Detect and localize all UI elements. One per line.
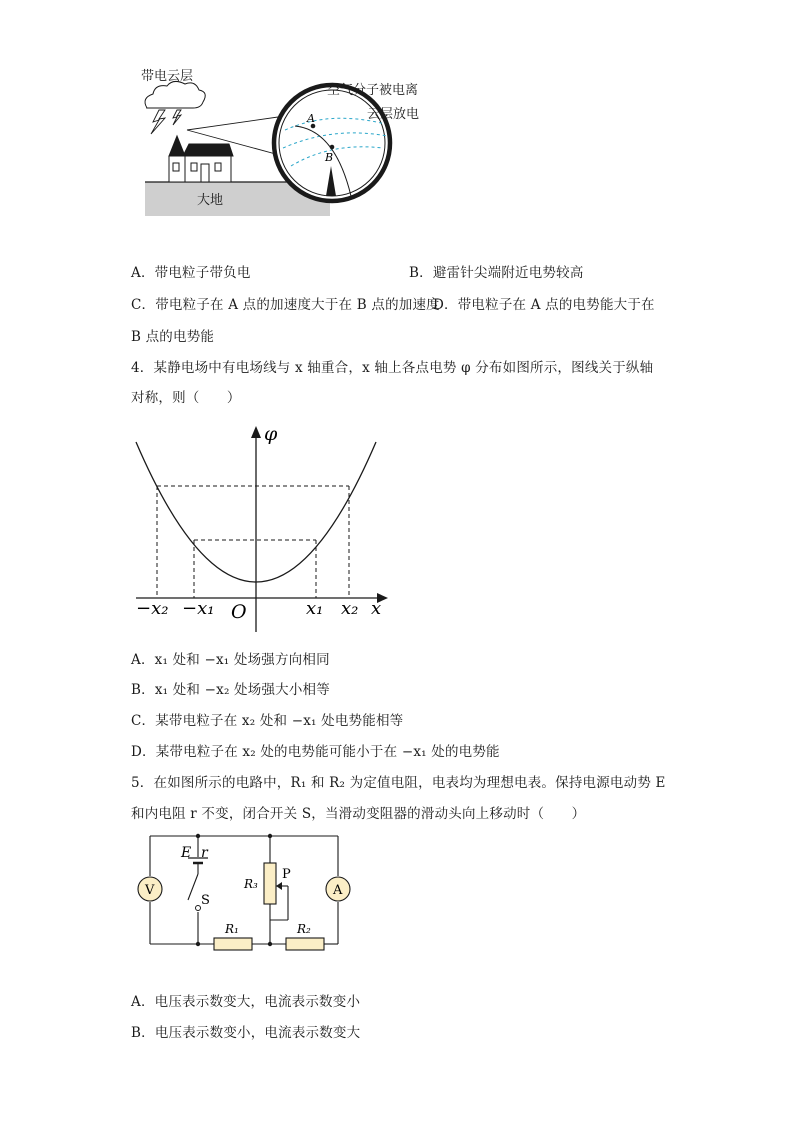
junction-dot [196, 942, 200, 946]
q3-option-d-cont: B 点的电势能 [131, 329, 215, 345]
r2-label: R₂ [297, 922, 311, 936]
resistor-r1 [214, 938, 252, 950]
q4-stem-cont: 对称，则（ ） [131, 390, 241, 406]
emf-label: E [181, 845, 192, 861]
q5-option-a[interactable]: A．电压表示数变大，电流表示数变小 [131, 994, 361, 1010]
circuit-diagram [130, 830, 370, 955]
origin-label: O [231, 601, 247, 623]
lightning-rod-figure [135, 60, 435, 220]
q3-option-d[interactable]: D．带电粒子在 A 点的电势能大于在 [433, 297, 655, 313]
lightning-icon [151, 110, 165, 134]
q5-stem: 5．在如图所示的电路中，R₁ 和 R₂ 为定值电阻，电表均为理想电表。保持电源电动势 E [131, 775, 666, 791]
y-axis-label: φ [264, 423, 278, 445]
junction-dot [268, 834, 272, 838]
q4-option-a[interactable]: A．x₁ 处和 −x₁ 处场强方向相同 [131, 652, 330, 668]
switch-icon[interactable] [188, 874, 201, 911]
tick-x2: x₂ [341, 598, 359, 619]
ionized-label: 空气分子被电离 [327, 83, 419, 98]
slider-arrow[interactable] [276, 882, 282, 890]
ground-label: 大地 [197, 193, 224, 208]
tick-neg-x1: −x₁ [182, 598, 215, 619]
q3-option-c[interactable]: C．带电粒子在 A 点的加速度大于在 B 点的加速度 [131, 297, 440, 313]
r1-label: R₁ [225, 922, 239, 936]
house-icon [169, 136, 233, 182]
cloud-icon [145, 81, 205, 108]
r3-label: R₃ [244, 877, 258, 891]
internal-r-label: r [201, 845, 208, 861]
voltmeter-label: V [145, 883, 155, 898]
q4-option-b[interactable]: B．x₁ 处和 −x₂ 处场强大小相等 [131, 682, 330, 698]
point-b-dot [330, 145, 335, 150]
point-b-label: B [325, 151, 334, 164]
ammeter-label: A [333, 883, 343, 898]
potential-graph [130, 420, 400, 640]
q5-option-b[interactable]: B．电压表示数变小，电流表示数变大 [131, 1025, 361, 1041]
switch-label: S [201, 893, 210, 908]
y-axis-arrow [251, 426, 261, 438]
tick-neg-x2: −x₂ [136, 598, 169, 619]
x-axis-label: x [371, 598, 382, 619]
discharge-label: 云层放电 [367, 107, 420, 122]
resistor-r2 [286, 938, 324, 950]
slider-label: P [282, 867, 291, 882]
q3-option-a[interactable]: A．带电粒子带负电 [131, 265, 251, 281]
q4-option-d[interactable]: D．某带电粒子在 x₂ 处的电势能可能小于在 −x₁ 处的电势能 [131, 744, 500, 760]
cloud-label: 带电云层 [141, 69, 194, 84]
rheostat-r3 [264, 863, 276, 904]
tick-x1: x₁ [306, 598, 324, 619]
q4-option-c[interactable]: C．某带电粒子在 x₂ 处和 −x₁ 处电势能相等 [131, 713, 404, 729]
q3-option-b[interactable]: B．避雷针尖端附近电势较高 [409, 265, 584, 281]
junction-dot [268, 942, 272, 946]
junction-dot [196, 834, 200, 838]
point-a-label: A [307, 112, 315, 125]
lightning-icon-2 [173, 110, 181, 125]
q5-stem-cont: 和内电阻 r 不变，闭合开关 S，当滑动变阻器的滑动头向上移动时（ ） [131, 806, 586, 822]
q4-stem: 4．某静电场中有电场线与 x 轴重合，x 轴上各点电势 φ 分布如图所示，图线关于纵轴 [131, 360, 654, 376]
